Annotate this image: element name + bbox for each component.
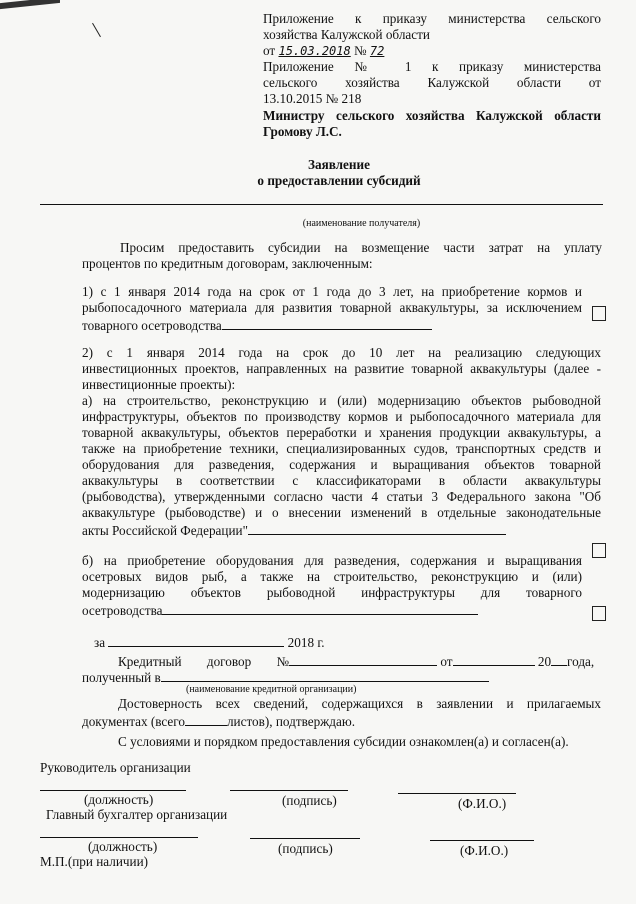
head-position-caption: (должность) xyxy=(84,792,154,807)
item2a-line4: также на приобретение техники, специализированных судов, транспортных средств и xyxy=(82,441,601,456)
item2b-line3: модернизацию объектов рыбоводной инфраструктуры для товарного xyxy=(82,585,582,600)
head-title: Руководитель организации xyxy=(40,760,191,775)
item2a-fill-line[interactable] xyxy=(248,521,506,535)
credit-bank-caption: (наименование кредитной организации) xyxy=(186,684,357,695)
item2a-line3: товарной аквакультуры, объектов переработки и хранения продукции аквакультуры, а xyxy=(82,425,601,440)
item1-line3 xyxy=(82,316,582,334)
item2a-line7: (рыбоводства), утвержденными согласно части 4 статьи 3 Федерального закона "Об xyxy=(82,489,601,504)
addressee-line2: Громову Л.С. xyxy=(263,124,342,139)
intro-line2: процентов по кредитным договорам, заключенным: xyxy=(82,256,373,271)
head-position-line[interactable] xyxy=(40,790,186,791)
item2a-line9 xyxy=(82,521,601,539)
credit-number-field[interactable] xyxy=(289,652,437,666)
sheets-count-field[interactable] xyxy=(185,712,227,726)
certify-line2 xyxy=(82,712,601,730)
item1-line3-text: товарного осетроводства xyxy=(82,318,222,333)
item2a-line9-text: акты Российской Федерации" xyxy=(82,523,248,538)
period-line xyxy=(94,633,325,651)
appendix2-line2: сельского хозяйства Калужской области от xyxy=(263,75,601,90)
item2a-line8: аквакультуре (рыбоводстве) и о внесении изменений в отдельные законодательные xyxy=(82,505,601,520)
item1-line1: 1) с 1 января 2014 года на срок от 1 года до 3 лет, на приобретение кормов и xyxy=(82,284,582,299)
item2a-checkbox[interactable] xyxy=(592,543,606,558)
accountant-position-line[interactable] xyxy=(40,837,198,838)
appendix1-number: 72 xyxy=(369,44,385,58)
item1-fill-line[interactable] xyxy=(222,316,432,330)
item2b-line4 xyxy=(82,601,582,619)
appendix2-line3: 13.10.2015 № 218 xyxy=(263,91,362,106)
scan-mark-top-left xyxy=(0,0,60,9)
accountant-signature-line[interactable] xyxy=(250,838,360,839)
item2b-line4-text: осетроводства xyxy=(82,603,163,618)
credit-century: 20 xyxy=(537,654,552,669)
appendix1-no: № xyxy=(354,43,367,58)
item2a-line2: инфраструктуры, объектов по производству кормов и рыбопосадочного материала для xyxy=(82,409,601,424)
period-fill-line[interactable] xyxy=(108,633,284,647)
header-block xyxy=(263,11,601,140)
recipient-field-line xyxy=(40,204,603,205)
period-year: 2018 г. xyxy=(287,635,325,650)
item2-line3: инвестиционные проекты): xyxy=(82,377,236,392)
appendix1-line2: хозяйства Калужской области xyxy=(263,27,430,42)
certify-line2-b: листов), подтверждаю. xyxy=(226,714,356,729)
intro-paragraph xyxy=(82,240,602,272)
document-title xyxy=(40,157,600,189)
head-signature-line[interactable] xyxy=(230,790,348,791)
accountant-signature-caption: (подпись) xyxy=(278,841,333,856)
item2b-line2: осетровых видов рыб, а также на строительство, реконструкцию и (или) xyxy=(82,569,582,584)
item2a-paragraph xyxy=(82,393,601,539)
item2b-line1: б) на приобретение оборудования для разведения, содержания и выращивания xyxy=(82,553,582,568)
title-line1: Заявление xyxy=(308,157,370,172)
head-fio-caption: (Ф.И.О.) xyxy=(458,796,507,811)
accountant-position-caption: (должность) xyxy=(88,839,158,854)
certify-line3: С условиями и порядком предоставления субсидии ознакомлен(а) и согласен(а). xyxy=(118,734,569,749)
seal-caption: М.П.(при наличии) xyxy=(40,854,149,869)
credit-word2: договор xyxy=(206,654,252,669)
item2-line1: 2) с 1 января 2014 года на срок до 10 лет на реализацию следующих xyxy=(82,345,601,360)
credit-word1: Кредитный xyxy=(118,654,182,669)
item1-line2: рыбопосадочного материала для развития товарной аквакультуры, за исключением xyxy=(82,300,582,315)
credit-bank-prefix: полученный в xyxy=(82,670,161,685)
certify-line1: Достоверность всех сведений, содержащихся в заявлении и прилагаемых xyxy=(118,696,601,711)
recipient-caption: (наименование получателя) xyxy=(302,218,421,229)
scan-mark-tick xyxy=(92,23,101,37)
certify-paragraph xyxy=(82,696,601,750)
certify-line2-a: документах (всего xyxy=(82,714,185,729)
credit-year-field[interactable] xyxy=(551,652,567,666)
appendix1-date: 15.03.2018 xyxy=(278,44,351,58)
credit-bank-field[interactable] xyxy=(161,668,489,682)
period-prefix: за xyxy=(94,635,106,650)
credit-year-word: года, xyxy=(567,654,595,669)
accountant-fio-line[interactable] xyxy=(430,840,534,841)
credit-from: от xyxy=(440,654,453,669)
accountant-title: Главный бухгалтер организации xyxy=(46,807,228,822)
item2b-paragraph xyxy=(82,553,582,619)
item2a-line1: а) на строительство, реконструкцию и (или) модернизацию объектов рыбоводной xyxy=(82,393,601,408)
appendix1-date-line xyxy=(263,43,601,59)
credit-number-sign: № xyxy=(276,654,290,669)
appendix2-line1: Приложение № 1 к приказу министерства xyxy=(263,59,601,74)
appendix1-from: от xyxy=(263,43,276,58)
head-fio-line[interactable] xyxy=(398,793,516,794)
item2b-fill-line[interactable] xyxy=(162,601,478,615)
item2b-checkbox[interactable] xyxy=(592,606,606,621)
addressee-line1: Министру сельского хозяйства Калужской области xyxy=(263,108,601,123)
item2-line2: инвестиционных проектов, направленных на развитие товарной аквакультуры (далее - xyxy=(82,361,601,376)
item1-paragraph xyxy=(82,284,582,334)
accountant-fio-caption: (Ф.И.О.) xyxy=(460,843,509,858)
credit-date-field[interactable] xyxy=(453,652,535,666)
title-line2: о предоставлении субсидий xyxy=(257,173,421,188)
intro-line1: Просим предоставить субсидии на возмещение части затрат на уплату xyxy=(120,240,602,255)
item2a-line6: аквакультуры в соответствии с классификаторами в области аквакультуры xyxy=(82,473,601,488)
item1-checkbox[interactable] xyxy=(592,306,606,321)
appendix1-line1: Приложение к приказу министерства сельского xyxy=(263,11,601,26)
item2a-line5: оборудования для разведения, содержания и выращивания объектов товарной xyxy=(82,457,601,472)
item2-paragraph xyxy=(82,345,601,393)
head-signature-caption: (подпись) xyxy=(282,793,337,808)
